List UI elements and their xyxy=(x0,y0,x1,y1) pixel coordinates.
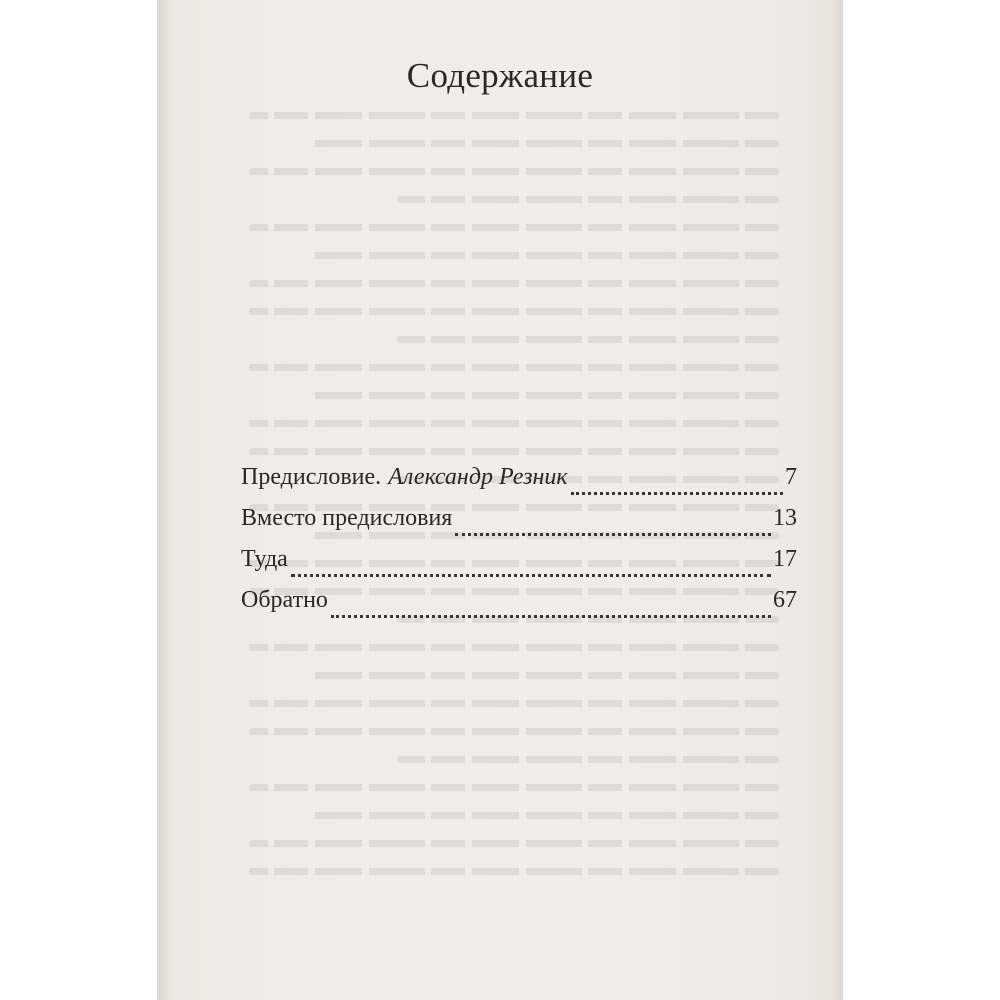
toc-entry-page-number: 67 xyxy=(773,587,797,613)
dot-leader xyxy=(291,574,771,577)
toc-entry-label: Туда xyxy=(241,546,288,572)
table-of-contents xyxy=(241,464,797,628)
toc-entry-back[interactable] xyxy=(241,587,797,628)
page-gutter-shadow xyxy=(157,0,171,1000)
page-edge-shadow xyxy=(833,0,843,1000)
toc-entry-there[interactable] xyxy=(241,546,797,587)
toc-entry-author: Александр Резник xyxy=(388,464,568,490)
toc-entry-label: Предисловие. xyxy=(241,464,382,490)
toc-entry-label: Обратно xyxy=(241,587,328,613)
dot-leader xyxy=(571,492,783,495)
dot-leader xyxy=(455,533,771,536)
toc-entry-preface[interactable] xyxy=(241,464,797,505)
toc-entry-page-number: 7 xyxy=(785,464,797,490)
toc-entry-instead-of-preface[interactable] xyxy=(241,505,797,546)
toc-entry-label: Вместо предисловия xyxy=(241,505,453,531)
toc-entry-page-number: 17 xyxy=(773,546,797,572)
book-page xyxy=(157,0,843,1000)
dot-leader xyxy=(331,615,771,618)
page-title: Содержание xyxy=(406,56,594,95)
toc-entry-page-number: 13 xyxy=(773,505,797,531)
